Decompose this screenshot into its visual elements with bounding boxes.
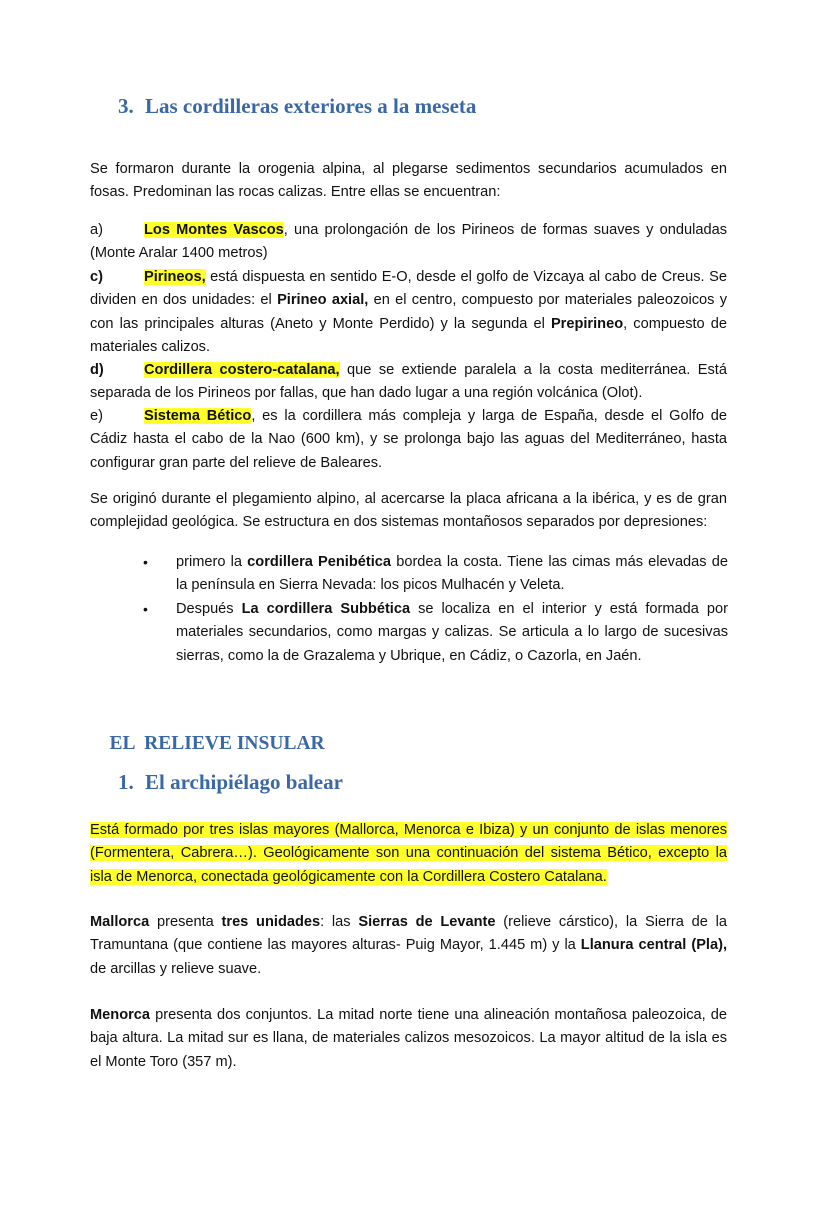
mallorca-bold-4: Llanura central (Pla), (580, 937, 728, 954)
mallorca-bold-1: Mallorca (90, 914, 150, 930)
balear-intro-text: Está formado por tres islas mayores (Mallorca, Menorca e Ibiza) y un conjunto de islas menores (Formentera, Cabrera…). Geológicamente son una continuación del sistema Bético, excepto la isla de Menorca, conectada geológicamente con la Cordillera Costero Catalana. (90, 822, 727, 885)
item-c-bold-1: Pirineo axial, (277, 292, 369, 309)
mallorca-bold-3: Sierras de Levante (358, 914, 496, 930)
item-a-text: , una prolongación de los Pirineos de formas suaves y onduladas (Monte Aralar 1400 metros) (90, 222, 727, 262)
item-d-name: Cordillera costero-catalana, (144, 362, 340, 378)
bullet-icon: • (143, 601, 148, 617)
bullet-2-text-2: se localiza en el interior y está formada por materiales secundarios, como margas y calizas. Se articula a lo largo de sucesivas sierras, como la de Grazalema y Ubrique, en Cádiz, o Cazorla, en Jaén. (176, 601, 728, 664)
item-e-name: Sistema Bético (144, 408, 252, 424)
item-d-label: d) (90, 362, 104, 378)
item-e-paragraph (90, 405, 727, 475)
item-a-paragraph (90, 219, 727, 266)
item-a-label: a) (90, 222, 103, 238)
betico-description (90, 488, 727, 535)
item-c-label: c) (90, 269, 103, 285)
betico-text: Se originó durante el plegamiento alpino, al acercarse la placa africana a la ibérica, y es de gran complejidad geológica. Se estructura en dos sistemas montañosos separados por depresiones: (90, 491, 727, 531)
menorca-paragraph (90, 1004, 727, 1074)
bullet-penibetica (145, 551, 728, 598)
item-e-label: e) (90, 408, 103, 424)
item-c-text-3: , compuesto de materiales calizos. (90, 315, 727, 355)
item-c-paragraph (90, 266, 727, 359)
heading-relieve-text: EL RELIEVE INSULAR (109, 733, 325, 754)
mallorca-text-3: (relieve cárstico), la Sierra de la Tramuntana (que contiene las mayores alturas- Puig Mayor, 1.445 m) y la (90, 914, 727, 954)
item-c-text-2: en el centro, compuesto por materiales paleozoicos y con las principales alturas (Aneto y Monte Perdido) y la segunda el (90, 292, 727, 332)
mallorca-text-4: de arcillas y relieve suave. (90, 960, 262, 977)
bullet-1-bold: cordillera Penibética (247, 554, 392, 570)
bullet-1-text-2: bordea la costa. Tiene las cimas más elevadas de la península en Sierra Nevada: los picos Mulhacén y Veleta. (176, 554, 728, 594)
bullet-2-text-1: Después (176, 601, 242, 617)
heading-text: Las cordilleras exteriores a la meseta (145, 94, 477, 118)
bullet-1-text-1: primero la (176, 554, 248, 570)
item-d-paragraph (90, 359, 727, 406)
heading-text: El archipiélago balear (145, 770, 343, 794)
mallorca-text-1: presenta (149, 914, 222, 930)
item-c-name: Pirineos, (144, 269, 206, 285)
item-c-bold-2: Prepirineo (550, 315, 624, 332)
item-c-text-1: está dispuesta en sentido E-O, desde el golfo de Vizcaya al cabo de Creus. Se dividen en dos unidades: el (90, 269, 727, 309)
bullet-subbetica (145, 598, 728, 668)
bullet-2-bold: La cordillera Subbética (241, 601, 411, 617)
menorca-bold-1: Menorca (90, 1007, 151, 1023)
menorca-text-1: presenta dos conjuntos. La mitad norte tiene una alineación montañosa paleozoica, de baja altura. La mitad sur es llana, de materiales calizos mesozoicos. La mayor altitud de la isla es el Monte Toro (357 m). (90, 1007, 727, 1070)
item-d-text: que se extiende paralela a la costa mediterránea. Está separada de los Pirineos por fallas, que han dado lugar a una región volcánica (Olot). (90, 362, 727, 402)
item-a-name: Los Montes Vascos (144, 222, 284, 238)
mallorca-bold-2: tres unidades (221, 914, 321, 930)
mallorca-text-2: : las (320, 914, 359, 930)
bullet-icon: • (143, 554, 148, 570)
heading-archipielago-balear (118, 768, 343, 796)
heading-number: 3. (118, 94, 134, 118)
intro-text: Se formaron durante la orogenia alpina, al plegarse sedimentos secundarios acumulados en fosas. Predominan las rocas calizas. Entre ellas se encuentran: (90, 161, 727, 201)
heading-cordilleras-exteriores (118, 93, 476, 119)
item-e-text: , es la cordillera más compleja y larga de España, desde el Golfo de Cádiz hasta el cabo de la Nao (600 km), y se prolonga bajo las aguas del Mediterráneo, hasta configurar gran parte del relieve de Baleares. (90, 408, 727, 471)
intro-paragraph (90, 158, 727, 205)
mallorca-paragraph (90, 911, 727, 981)
heading-number: 1. (118, 770, 134, 794)
balear-intro-paragraph (90, 819, 727, 889)
